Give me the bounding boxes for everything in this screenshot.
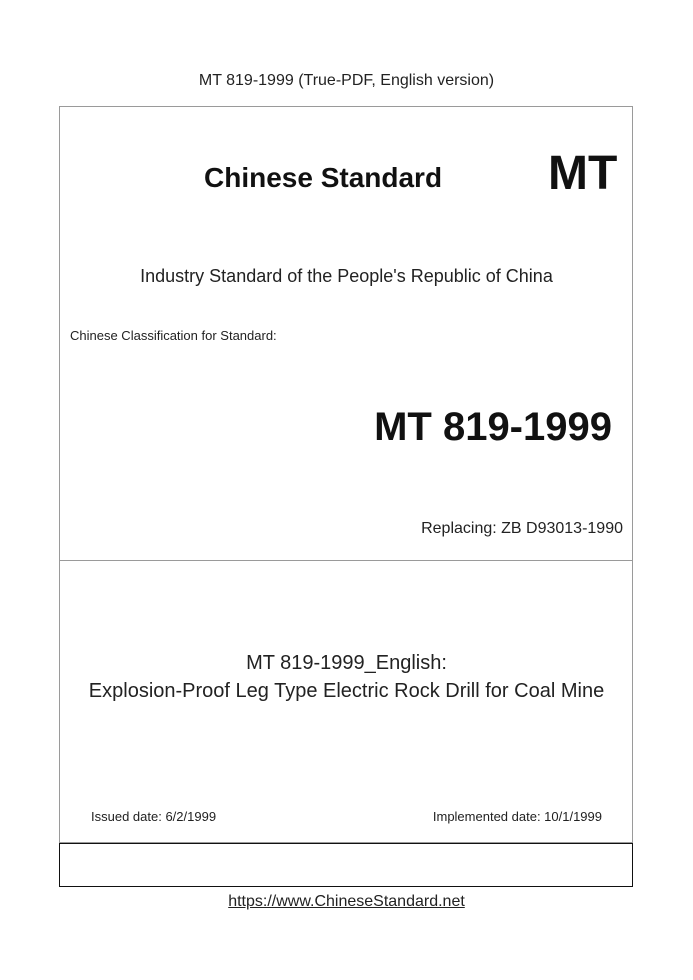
footer: [0, 893, 693, 911]
cover-bottom-panel: [59, 843, 633, 887]
website-link[interactable]: https://www.ChineseStandard.net: [228, 893, 465, 910]
issued-date: Issued date: 6/2/1999: [91, 809, 217, 824]
document-title-line-2: Explosion-Proof Leg Type Electric Rock Drill for Coal Mine: [88, 680, 605, 702]
document-title-line-1: MT 819-1999_English:: [246, 652, 447, 674]
industry-standard-label: Industry Standard of the People's Republic of China: [140, 266, 553, 286]
cover-title: Chinese Standard: [204, 162, 443, 193]
classification-label: Chinese Classification for Standard:: [70, 328, 277, 343]
standard-code: MT: [548, 147, 618, 200]
implemented-date: Implemented date: 10/1/1999: [432, 809, 602, 824]
standard-number: MT 819-1999: [374, 405, 612, 449]
page-header: MT 819-1999 (True-PDF, English version): [198, 72, 495, 89]
replacing-label: Replacing: ZB D93013-1990: [421, 520, 623, 537]
